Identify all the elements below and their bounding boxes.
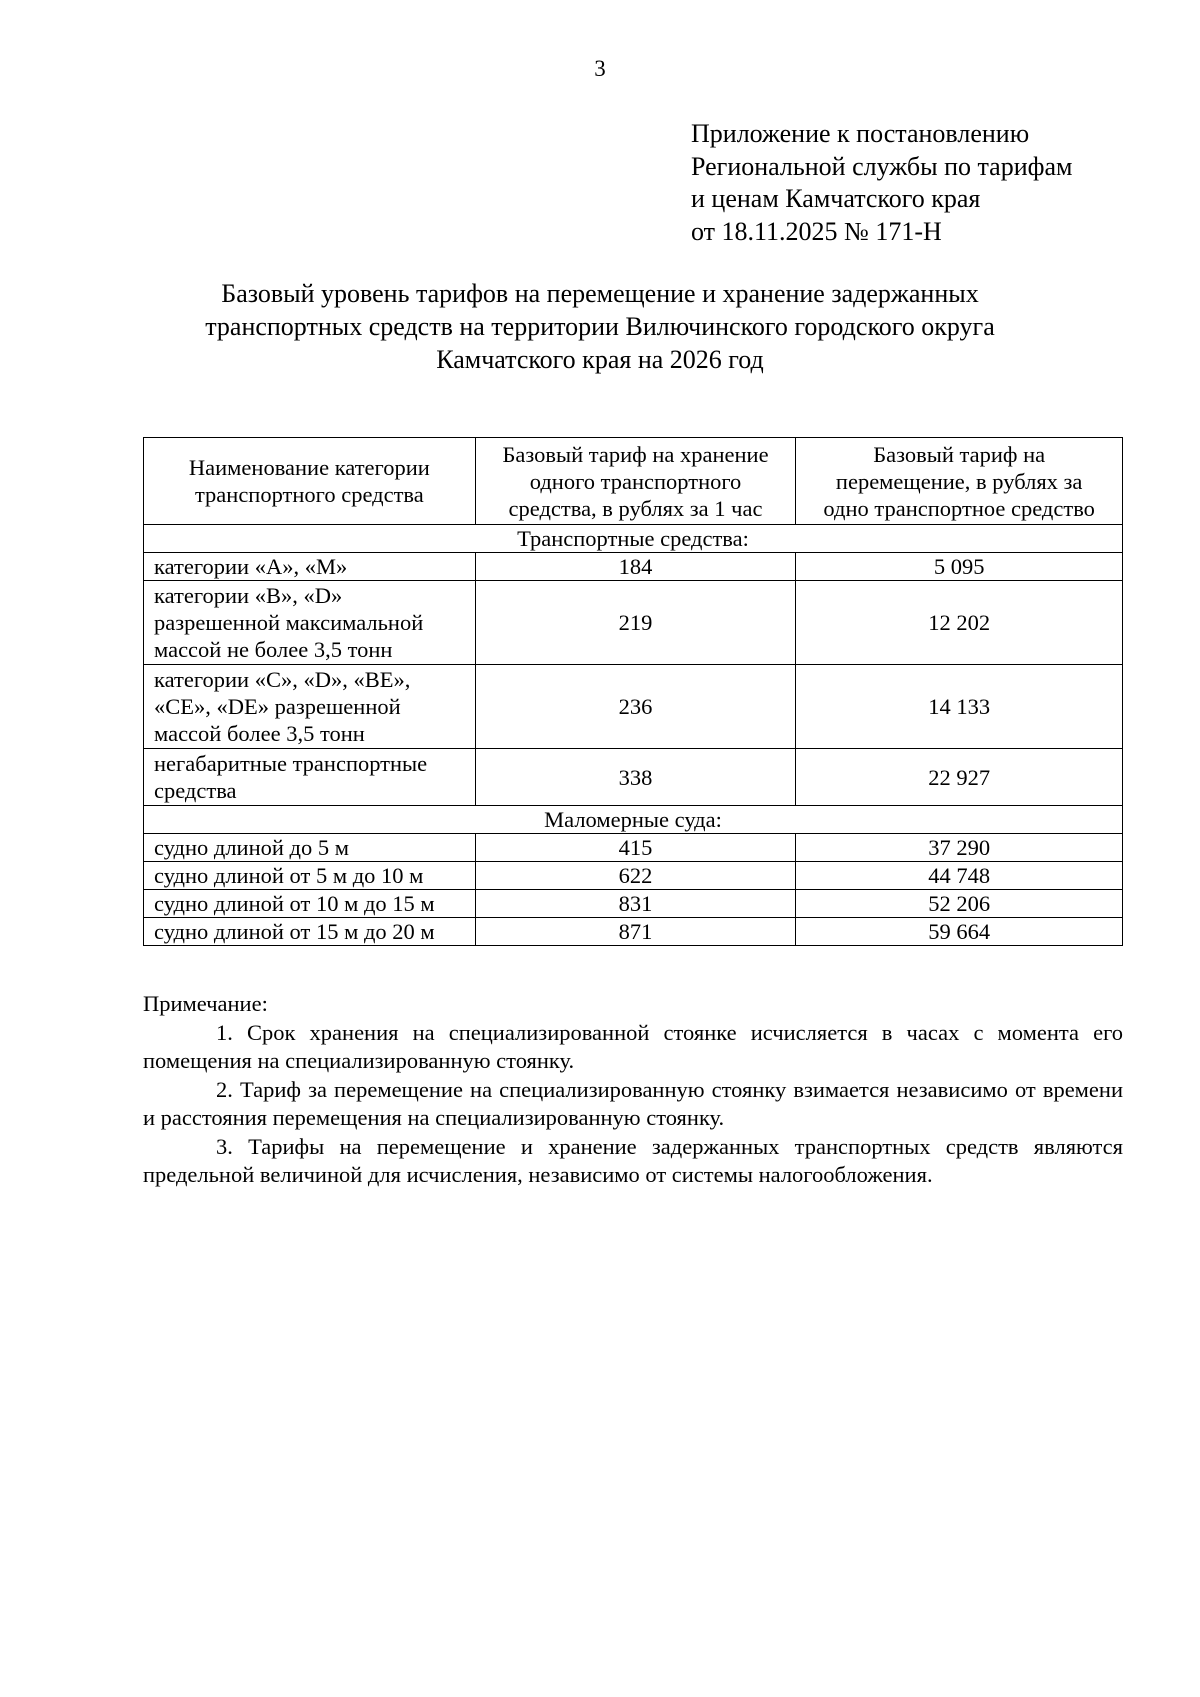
category-name-cell: судно длиной от 15 м до 20 м [144,918,476,946]
storage-tariff-cell: 184 [475,553,796,581]
table-row [144,862,1123,890]
storage-tariff-cell: 831 [475,890,796,918]
storage-tariff-cell: 871 [475,918,796,946]
table-row [144,918,1123,946]
note-item: 1. Срок хранения на специализированной стоянке исчисляется в часах с момента его помещения на специализированную стоянку. [143,1019,1123,1073]
storage-tariff-cell: 236 [475,665,796,749]
category-name-cell: категории «А», «М» [144,553,476,581]
table-row [144,834,1123,862]
section-title: Транспортные средства: [144,525,1123,553]
appendix-block [691,118,1072,248]
table-header-row [144,438,1123,525]
appendix-line: и ценам Камчатского края [691,184,981,213]
moving-tariff-cell: 37 290 [796,834,1123,862]
moving-tariff-cell: 59 664 [796,918,1123,946]
category-name-cell: категории «С», «D», «ВЕ», «СЕ», «DЕ» разрешенной массой более 3,5 тонн [144,665,476,749]
header-moving-tariff: Базовый тариф на перемещение, в рублях за одно транспортное средство [796,438,1123,525]
header-storage-tariff: Базовый тариф на хранение одного транспортного средства, в рублях за 1 час [475,438,796,525]
table-section-row [144,525,1123,553]
table-section-row [144,806,1123,834]
moving-tariff-cell: 52 206 [796,890,1123,918]
moving-tariff-cell: 44 748 [796,862,1123,890]
category-name-cell: судно длиной от 10 м до 15 м [144,890,476,918]
appendix-line: Региональной службы по тарифам [691,151,1073,181]
tariff-table [143,437,1123,946]
category-name-cell: негабаритные транспортные средства [144,749,476,806]
category-name-cell: судно длиной до 5 м [144,834,476,862]
category-name-cell: судно длиной от 5 м до 10 м [144,862,476,890]
note-item: 3. Тарифы на перемещение и хранение задержанных транспортных средств являются предельной величиной для исчисления, независимо от системы налогообложения. [143,1133,1123,1187]
header-category: Наименование категории транспортного средства [144,438,476,525]
document-title [150,277,1050,376]
table-row [144,665,1123,749]
storage-tariff-cell: 622 [475,862,796,890]
storage-tariff-cell: 219 [475,581,796,665]
appendix-line: от 18.11.2025 № 171-Н [691,216,942,246]
moving-tariff-cell: 12 202 [796,581,1123,665]
moving-tariff-cell: 5 095 [796,553,1123,581]
table-row [144,890,1123,918]
notes-label: Примечание: [143,991,268,1016]
storage-tariff-cell: 338 [475,749,796,806]
table-row [144,553,1123,581]
storage-tariff-cell: 415 [475,834,796,862]
page-number: 3 [594,56,606,81]
moving-tariff-cell: 22 927 [796,749,1123,806]
moving-tariff-cell: 14 133 [796,665,1123,749]
title-line: Камчатского края на 2026 год [436,345,764,374]
appendix-line: Приложение к постановлению [691,119,1030,148]
table-row [144,749,1123,806]
title-line: транспортных средств на территории Вилючинского городского округа [205,312,995,341]
title-line: Базовый уровень тарифов на перемещение и хранение задержанных [221,279,979,308]
table-row [144,581,1123,665]
note-item: 2. Тариф за перемещение на специализированную стоянку взимается независимо от времени и расстояния перемещения на специализированную стоянку. [143,1076,1123,1130]
section-title: Маломерные суда: [144,806,1123,834]
notes-block [143,990,1123,1190]
category-name-cell: категории «В», «D» разрешенной максимальной массой не более 3,5 тонн [144,581,476,665]
